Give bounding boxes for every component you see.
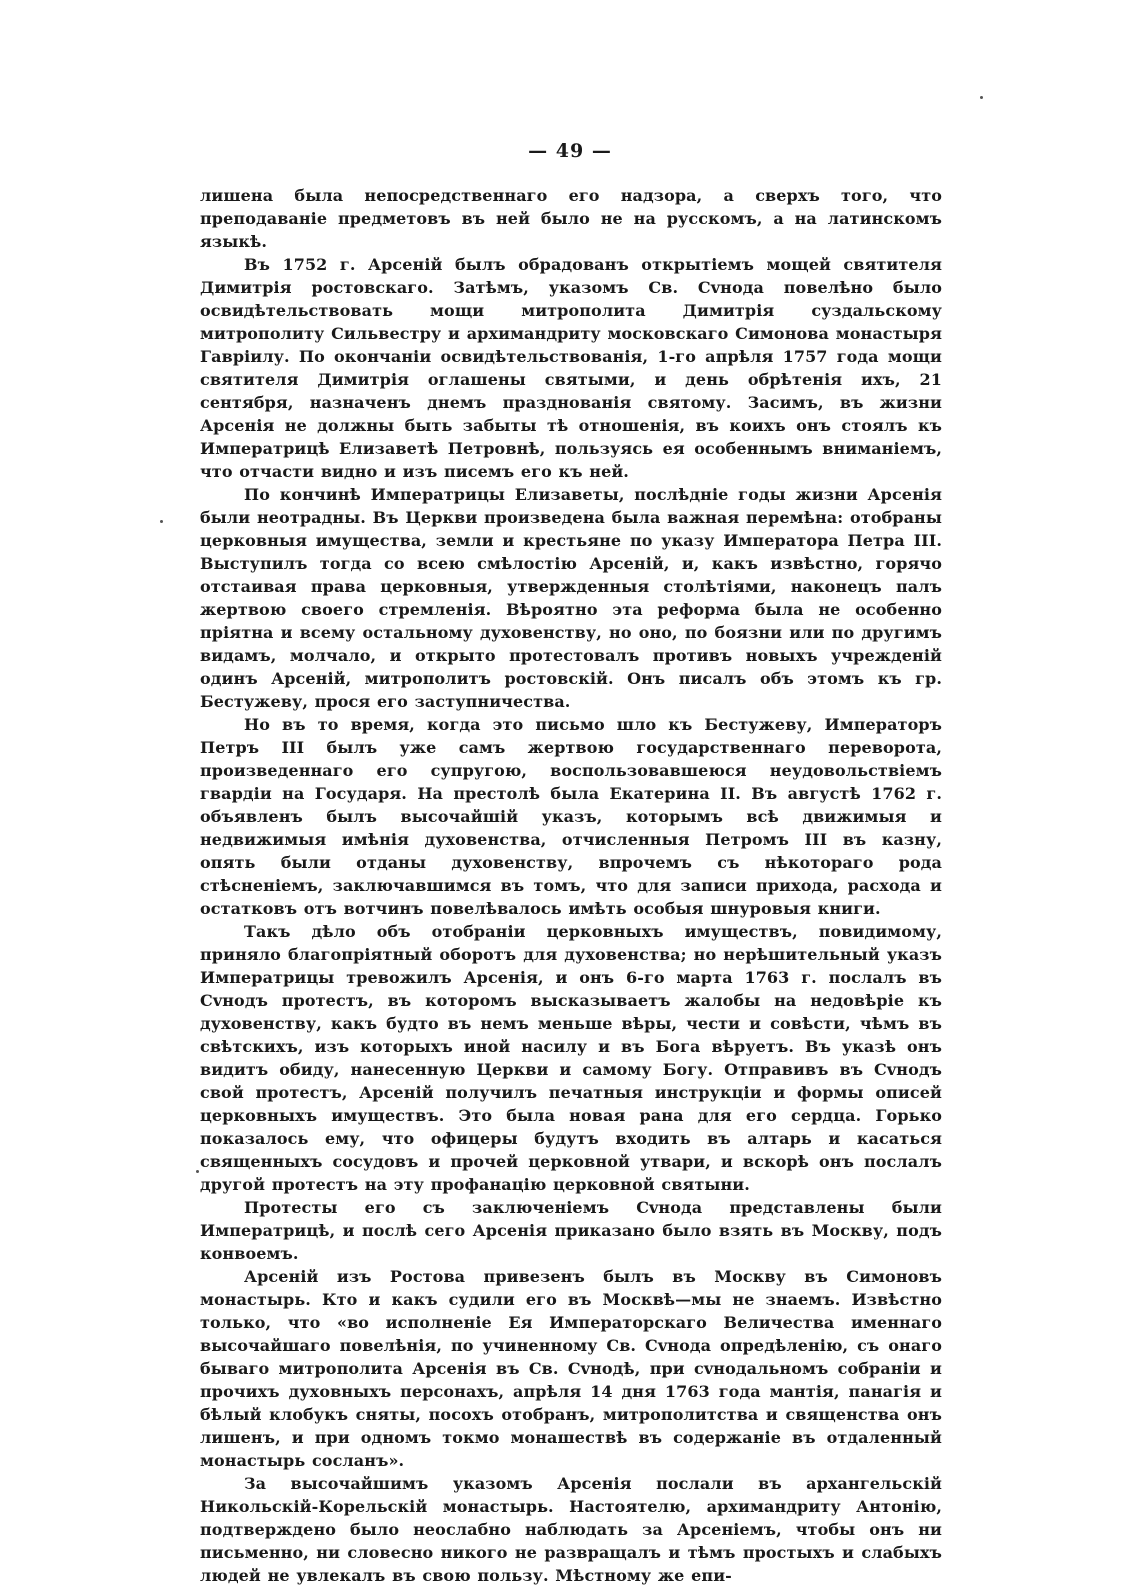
paragraph-2: Въ 1752 г. Арсенiй былъ обрадованъ открытiемъ мощей святителя Димитрiя ростовскаго. Затѣмъ, указомъ Св. Сvнода повелѣно было освидѣтельствовать мощи митрополита Димитрiя суздальскому митрополиту Сильвестру и архимандриту московскаго Симонова монастыря Гаврiилу. По окончанiи освидѣтельствованiя, 1-го апрѣля 1757 года мощи святителя Димитрiя оглашены святыми, и день обрѣтенiя ихъ, 21 сентября, назначенъ днемъ празднованiя святому. Засимъ, въ жизни Арсенiя не должны быть забыты тѣ отношенiя, въ коихъ онъ стоялъ къ Императрицѣ Елизаветѣ Петровнѣ, пользуясь ея особеннымъ вниманiемъ, что отчасти видно и изъ писемъ его къ ней. xyxy=(200,255,942,481)
page-number: — 49 — xyxy=(528,140,612,162)
paragraph-4: Но въ то время, когда это письмо шло къ Бестужеву, Императоръ Петръ III былъ уже самъ жертвою государственнаго переворота, произведеннаго его супругою, воспользовавшеюся неудовольствiемъ гвардiи на Государя. На престолѣ была Екатерина II. Въ августѣ 1762 г. объявленъ былъ высочайшiй указъ, которымъ всѣ движимыя и недвижимыя имѣнiя духовенства, отчисленныя Петромъ III въ казну, опять были отданы духовенству, впрочемъ съ нѣкотораго рода стѣсненiемъ, заключавшимся въ томъ, что для записи прихода, расхода и остатковъ отъ вотчинъ повелѣвалось имѣть особыя шнуровыя книги. xyxy=(200,715,942,918)
paragraph-8: За высочайшимъ указомъ Арсенiя послали въ архангельскiй Никольскiй-Корельскiй монастырь. Настоятелю, архимандриту Антонiю, подтверждено было неослабно наблюдать за Арсенiемъ, чтобы онъ ни письменно, ни словесно никого не развращалъ и тѣмъ простыхъ и слабыхъ людей не увлекалъ въ свою пользу. Мѣстному же епи- xyxy=(200,1474,942,1585)
main-text xyxy=(200,184,942,1587)
scan-speck xyxy=(160,520,163,523)
paragraph-3: По кончинѣ Императрицы Елизаветы, послѣднiе годы жизни Арсенiя были неотрадны. Въ Церкви произведена была важная перемѣна: отобраны церковныя имущества, земли и крестьяне по указу Императора Петра III. Выступилъ тогда со всею смѣлостiю Арсенiй, и, какъ извѣстно, горячо отстаивая права церковныя, утвержденныя столѣтiями, наконецъ палъ жертвою своего стремленiя. Вѣроятно эта реформа была не особенно прiятна и всему остальному духовенству, но оно, по боязни или по другимъ видамъ, молчало, и открыто протестовалъ противъ новыхъ учрежденiй одинъ Арсенiй, митрополитъ ростовскiй. Онъ писалъ объ этомъ къ гр. Бестужеву, прося его заступничества. xyxy=(200,485,942,711)
paragraph-1: лишена была непосредственнаго его надзора, а сверхъ того, что преподаванiе предметовъ въ ней было не на русскомъ, а на латинскомъ языкѣ. xyxy=(200,186,942,251)
paragraph-5: Такъ дѣло объ отобранiи церковныхъ имуществъ, повидимому, приняло благопрiятный оборотъ для духовенства; но нерѣшительный указъ Императрицы тревожилъ Арсенiя, и онъ 6-го марта 1763 г. послалъ въ Сvнодъ протестъ, въ которомъ высказываетъ жалобы на недовѣрiе къ духовенству, какъ будто въ немъ меньше вѣры, чести и совѣсти, чѣмъ въ свѣтскихъ, изъ которыхъ иной насилу и въ Бога вѣруетъ. Въ указѣ онъ видитъ обиду, нанесенную Церкви и самому Богу. Отправивъ въ Сvнодъ свой протестъ, Арсенiй получилъ печатныя инструкцiи и формы описей церковныхъ имуществъ. Это была новая рана для его сердца. Горько показалось ему, что офицеры будутъ входить въ алтарь и касаться священныхъ сосудовъ и прочей церковной утвари, и вскорѣ онъ послалъ другой протестъ на эту профанацiю церковной святыни. xyxy=(200,922,942,1194)
paragraph-6: Протесты его съ заключенiемъ Сvнода представлены были Императрицѣ, и послѣ сего Арсенiя приказано было взять въ Москву, подъ конвоемъ. xyxy=(200,1198,942,1263)
scan-speck xyxy=(980,96,983,99)
scan-speck xyxy=(196,1170,199,1173)
paragraph-7: Арсенiй изъ Ростова привезенъ былъ въ Москву въ Симоновъ монастырь. Кто и какъ судили его въ Москвѣ—мы не знаемъ. Извѣстно только, что «во исполненiе Ея Императорскаго Величества именнаго высочайшаго повелѣнiя, по учиненному Св. Сvнода опредѣленiю, съ онаго бываго митрополита Арсенiя въ Св. Сvнодѣ, при сvнодальномъ собранiи и прочихъ духовныхъ персонахъ, апрѣля 14 дня 1763 года мантiя, панагiя и бѣлый клобукъ сняты, посохъ отобранъ, митрополитства и священства онъ лишенъ, и при одномъ токмо монашествѣ въ содержанiе въ отдаленный монастырь сосланъ». xyxy=(200,1267,942,1470)
